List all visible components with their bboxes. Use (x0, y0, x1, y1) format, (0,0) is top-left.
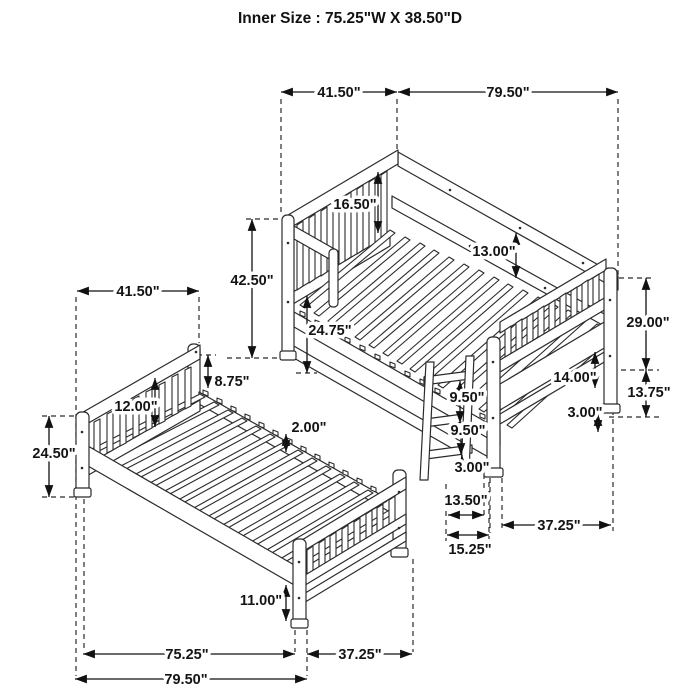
dim-label-lower-head-width: 41.50" (116, 284, 160, 300)
dim-upper-head-width (281, 85, 397, 101)
lower-headboard-front-post-foot (74, 488, 91, 497)
dim-label-right-lower-height: 13.75" (627, 385, 671, 401)
dim-label-lower-headboard-post-height: 24.50" (32, 446, 76, 462)
dim-label-lower-headboard-panel: 12.00" (114, 399, 158, 415)
dim-label-lower-inner-length: 75.25" (165, 647, 209, 663)
dim-label-upper-length: 79.50" (486, 85, 530, 101)
dim-label-upper-head-width: 41.50" (317, 85, 361, 101)
dim-footboard-bottom-rail (567, 405, 602, 432)
upper-headboard-post (282, 215, 294, 355)
dim-label-lower-slat-thickness: 2.00" (291, 420, 327, 436)
dim-lower-headboard-post-height (32, 416, 75, 497)
upper-front-right-post (487, 337, 500, 472)
dim-label-ladder-rung-spacing-bottom: 9.50" (450, 423, 486, 439)
dim-right-upper-height (626, 278, 669, 370)
dim-lower-footboard-leg (240, 585, 286, 621)
dim-label-lower-total-length: 79.50" (164, 672, 208, 688)
dim-label-upper-headboard-panel: 16.50" (333, 197, 377, 213)
dim-label-ladder-bottom-gap: 3.00" (454, 460, 490, 476)
upper-guard-rail-end-post (329, 249, 338, 307)
dim-label-lower-footboard-leg: 11.00" (239, 593, 283, 609)
dim-label-upper-rail-above-slats: 13.00" (472, 244, 516, 260)
dim-label-footboard-bottom-rail: 3.00" (567, 405, 603, 421)
dim-upper-length (398, 85, 618, 101)
lower-footboard-back-post-foot (391, 548, 408, 557)
lower-footboard-front-post (293, 539, 306, 623)
dim-label-upper-leg-height: 42.50" (230, 273, 274, 289)
dim-ladder-width (444, 493, 487, 515)
upper-headboard-post-foot (280, 351, 296, 360)
dim-label-lower-foot-depth: 37.25" (338, 647, 382, 663)
upper-far-right-post-foot (601, 404, 620, 413)
dim-label-footboard-panel: 14.00" (553, 370, 597, 386)
dim-lower-inner-length (83, 647, 295, 663)
dim-ladder-outer-width (447, 535, 492, 558)
dim-right-lower-height (627, 370, 670, 417)
dim-label-lower-post-above-rail: 8.75" (214, 374, 250, 390)
lower-near-side-rail (88, 446, 296, 586)
diagram-title: Inner Size : 75.25"W X 38.50"D (237, 10, 463, 27)
dim-label-ladder-rung-spacing-top: 9.50" (449, 390, 485, 406)
dim-upper-leg-height (230, 219, 273, 358)
lower-headboard-front-post (76, 412, 89, 492)
dim-label-right-upper-height: 29.00" (626, 315, 670, 331)
dim-label-upper-side-depth: 37.25" (537, 518, 581, 534)
dim-label-ladder-width: 13.50" (444, 493, 488, 509)
dim-label-upper-under-clearance: 24.75" (308, 323, 352, 339)
dim-lower-foot-depth (307, 647, 412, 663)
dim-lower-post-above-rail (208, 355, 250, 390)
lower-footboard-front-post-foot (291, 619, 308, 628)
dim-label-ladder-outer-width: 15.25" (448, 542, 492, 558)
upper-far-right-post (604, 268, 617, 408)
dim-lower-head-width (77, 284, 199, 300)
dim-upper-side-depth (502, 518, 611, 534)
dim-lower-total-length (75, 672, 307, 688)
